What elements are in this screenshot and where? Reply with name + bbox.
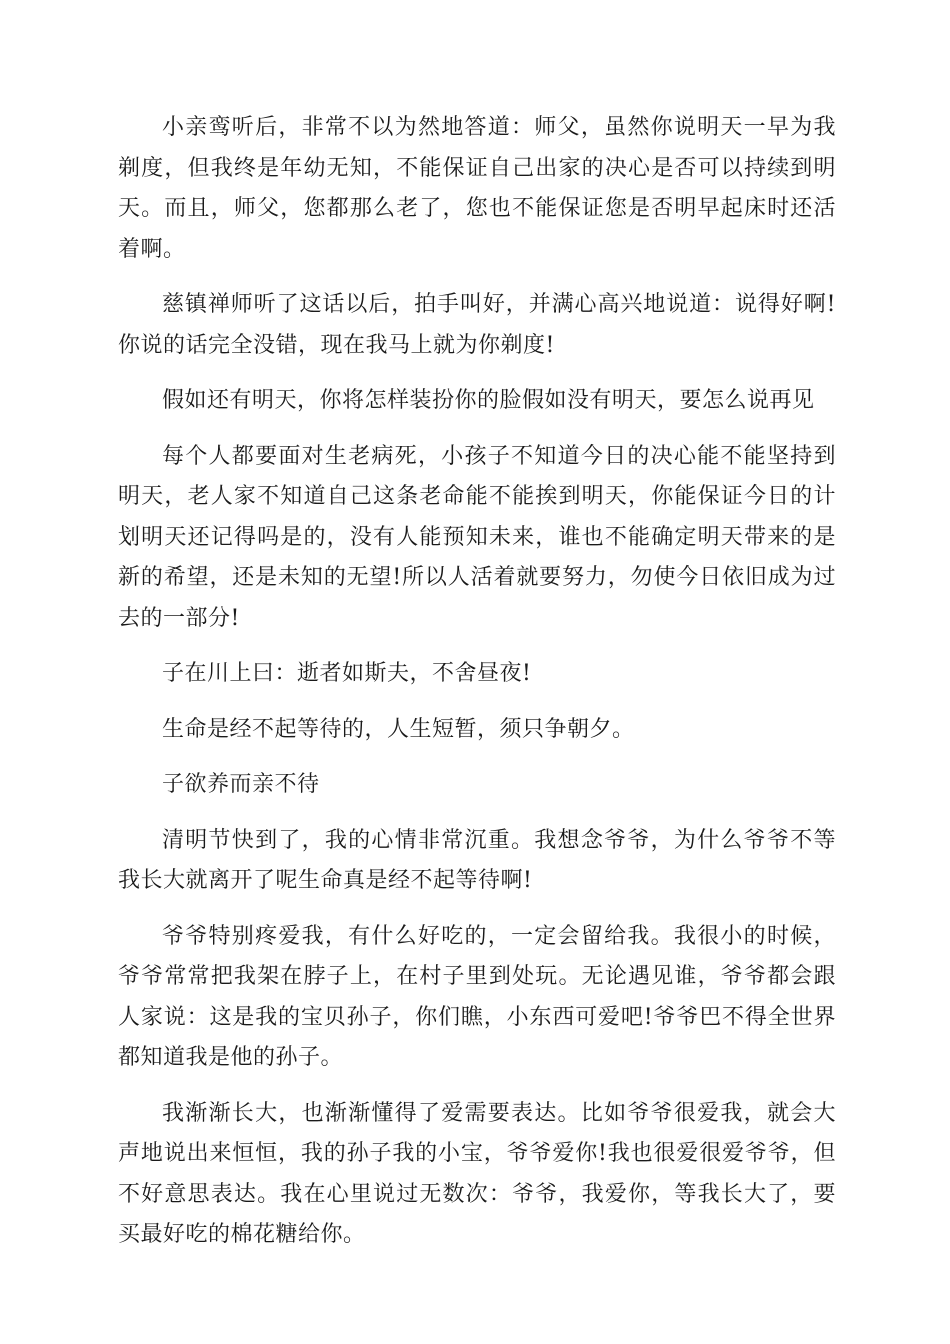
paragraph-1: 小亲鸾听后，非常不以为然地答道：师父，虽然你说明天一早为我剃度，但我终是年幼无知，不能保证自己出家的决心是否可以持续到明天。而且，师父，您都那么老了，您也不能保证您是否明早起床时还活着啊。 [118, 115, 836, 262]
paragraph-9: 爷爷特别疼爱我，有什么好吃的，一定会留给我。我很小的时候，爷爷常常把我架在脖子上，在村子里到处玩。无论遇见谁，爷爷都会跟人家说：这是我的宝贝孙子，你们瞧，小东西可爱吧!爷爷巴不得全世界都知道我是他的孙子。 [118, 923, 836, 1070]
paragraph-10: 我渐渐长大，也渐渐懂得了爱需要表达。比如爷爷很爱我，就会大声地说出来恒恒，我的孙子我的小宝，爷爷爱你!我也很爱很爱爷爷，但不好意思表达。我在心里说过无数次：爷爷，我爱你，等我长大了，要买最好吃的棉花糖给你。 [118, 1100, 836, 1247]
paragraph-5: 子在川上曰：逝者如斯夫，不舍昼夜! [162, 661, 532, 686]
paragraph-2: 慈镇禅师听了这话以后，拍手叫好，并满心高兴地说道：说得好啊!你说的话完全没错，现在我马上就为你剃度! [118, 292, 836, 358]
paragraph-7: 子欲养而亲不待 [162, 772, 320, 797]
document-body [118, 108, 836, 1271]
paragraph-3: 假如还有明天，你将怎样装扮你的脸假如没有明天，要怎么说再见 [162, 388, 815, 413]
paragraph-8: 清明节快到了，我的心情非常沉重。我想念爷爷，为什么爷爷不等我长大就离开了呢生命真是经不起等待啊! [118, 827, 836, 893]
paragraph-4: 每个人都要面对生老病死，小孩子不知道今日的决心能不能坚持到明天，老人家不知道自己这条老命能不能挨到明天，你能保证今日的计划明天还记得吗是的，没有人能预知未来，谁也不能确定明天带来的是新的希望，还是未知的无望!所以人活着就要努力，勿使今日依旧成为过去的一部分! [118, 443, 836, 631]
paragraph-6: 生命是经不起等待的，人生短暂，须只争朝夕。 [162, 716, 635, 742]
